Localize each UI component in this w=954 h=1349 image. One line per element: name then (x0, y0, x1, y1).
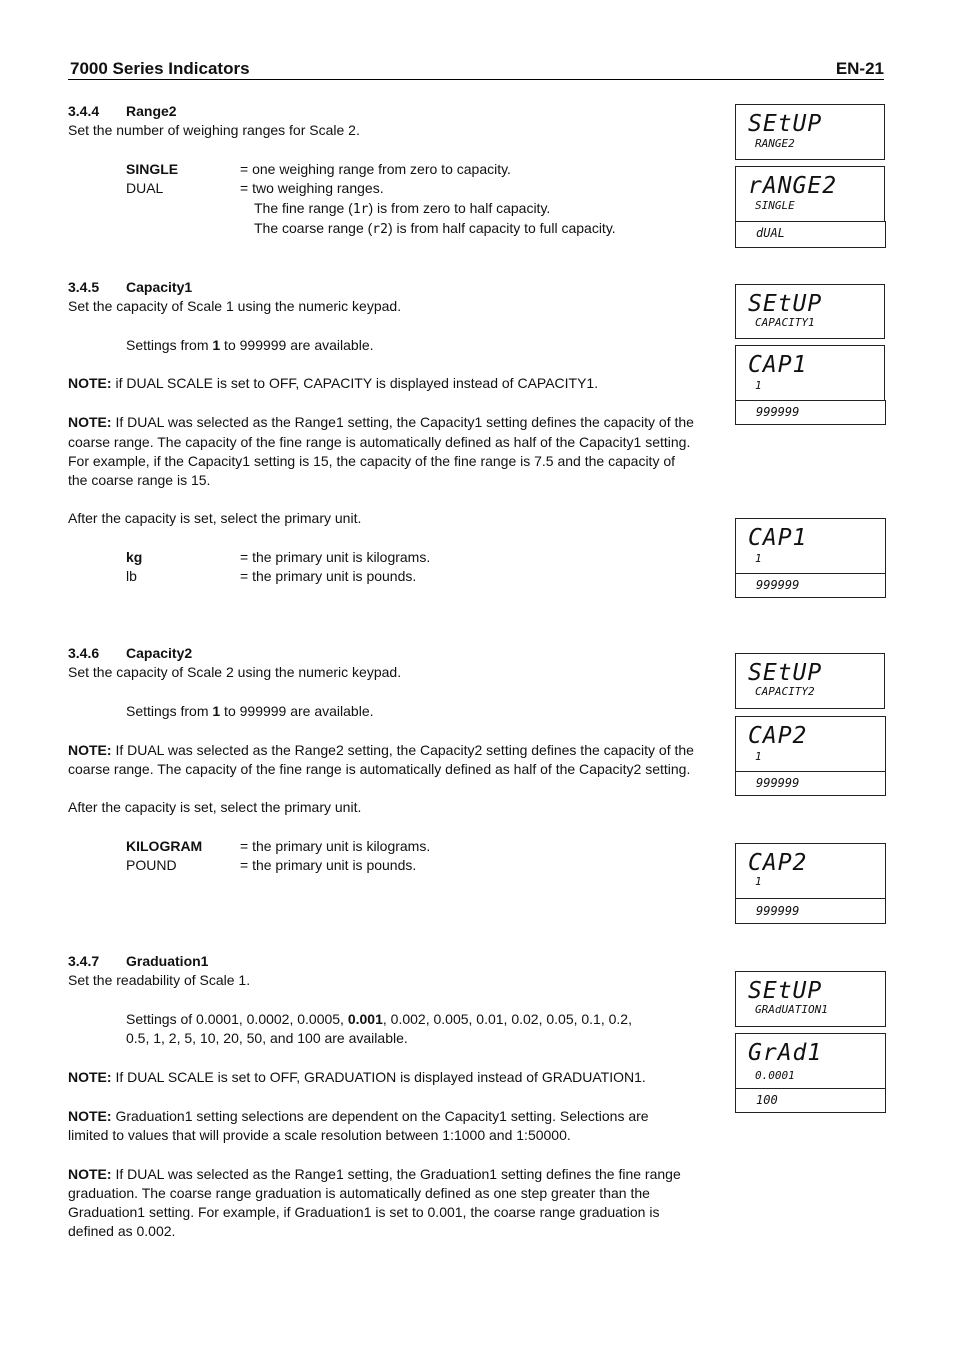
section-heading-graduation1 (68, 953, 208, 970)
page-number: EN-21 (835, 59, 884, 78)
note-line: the coarse range is 15. (68, 472, 211, 488)
lcd-display-cap2 (735, 716, 886, 772)
lcd-main-text: CAP2 (748, 723, 808, 749)
lcd-sub-text: RANGE2 (755, 137, 795, 150)
section-title: Capacity1 (126, 279, 193, 295)
lcd-main-text: SEtUP (748, 660, 823, 686)
lcd-option-999999 (735, 771, 886, 796)
page-header-title: 7000 Series Indicators (70, 59, 250, 78)
note-line: limited to values that will provide a scale resolution between 1:1000 and 1:50000. (68, 1127, 571, 1143)
unit-value: = the primary unit is pounds. (240, 568, 417, 584)
lcd-display-cap1 (735, 345, 885, 401)
unit-value: = the primary unit is pounds. (240, 857, 417, 873)
fine-range-text: The fine range (1r) is from zero to half capacity. (254, 200, 551, 217)
section-title: Graduation1 (126, 953, 209, 969)
lcd-sub-text: SINGLE (755, 199, 795, 212)
note-line: coarse range. The capacity of the fine range is automatically defined as half of the Capacity1 setting. (68, 434, 691, 450)
settings-list-text: Settings of 0.0001, 0.0002, 0.0005, 0.001, 0.002, 0.005, 0.01, 0.02, 0.05, 0.1, 0.2, (126, 1011, 632, 1027)
lcd-option-text: dUAL (756, 226, 785, 240)
lcd-main-text: GrAd1 (748, 1040, 823, 1066)
note-line: For example, if the Capacity1 setting is 15, the capacity of the fine range is 7.5 and the capacity of (68, 453, 676, 469)
lcd-main-text: CAP1 (748, 525, 808, 551)
note-line: defined as 0.002. (68, 1223, 176, 1239)
section-heading-capacity2 (68, 645, 192, 662)
lcd-main-text: CAP1 (748, 352, 808, 378)
section-title: Capacity2 (126, 645, 193, 661)
lcd-sub-text: 1 (755, 750, 762, 763)
section-title: Range2 (126, 103, 177, 119)
unit-value: = the primary unit is kilograms. (240, 549, 431, 565)
section-heading-capacity1 (68, 279, 192, 296)
lcd-display-range2 (735, 166, 885, 222)
lcd-main-text: CAP2 (748, 850, 808, 876)
coarse-range-text: The coarse range (r2) is from half capacity to full capacity. (254, 220, 616, 237)
option-key: SINGLE (126, 161, 179, 177)
lcd-option-dual (735, 221, 886, 248)
paragraph: After the capacity is set, select the primary unit. (68, 510, 362, 526)
lcd-option-text: 999999 (756, 904, 800, 918)
note-line: coarse range. The capacity of the fine range is automatically defined as half of the Capacity2 setting. (68, 761, 691, 777)
note: NOTE: Graduation1 setting selections are dependent on the Capacity1 setting. Selections are (68, 1108, 649, 1124)
lcd-option-999999 (735, 898, 886, 924)
lcd-option-999999 (735, 400, 886, 425)
settings-range-text: Settings from 1 to 999999 are available. (126, 703, 374, 719)
section-number: 3.4.7 (68, 953, 100, 969)
unit-key: lb (126, 568, 137, 584)
lcd-main-text: SEtUP (748, 291, 823, 317)
section-number: 3.4.5 (68, 279, 100, 295)
settings-range-text: Settings from 1 to 999999 are available. (126, 337, 374, 353)
section-description: Set the readability of Scale 1. (68, 972, 251, 988)
lcd-option-999999 (735, 573, 886, 598)
note: NOTE: If DUAL was selected as the Range1 setting, the Capacity1 setting defines the capacity of the (68, 414, 694, 430)
note: NOTE: if DUAL SCALE is set to OFF, CAPACITY is displayed instead of CAPACITY1. (68, 375, 599, 391)
note-line: Graduation1 setting. For example, if Graduation1 is set to 0.001, the coarse range graduation is (68, 1204, 660, 1220)
section-description: Set the capacity of Scale 2 using the numeric keypad. (68, 664, 402, 680)
section-number: 3.4.6 (68, 645, 100, 661)
option-value: = two weighing ranges. (240, 180, 384, 196)
unit-key: kg (126, 549, 143, 565)
settings-list-text: 0.5, 1, 2, 5, 10, 20, 50, and 100 are available. (126, 1030, 408, 1046)
lcd-display-setup-capacity1 (735, 284, 885, 339)
lcd-option-text: 100 (756, 1093, 778, 1107)
lcd-option-text: 999999 (756, 405, 800, 419)
lcd-display-setup-capacity2 (735, 653, 885, 709)
unit-value: = the primary unit is kilograms. (240, 838, 431, 854)
lcd-main-text: SEtUP (748, 111, 823, 137)
lcd-display-grad1 (735, 1033, 886, 1089)
header-divider (68, 79, 884, 80)
unit-key: POUND (126, 857, 177, 873)
lcd-sub-text: GRAdUATION1 (755, 1003, 828, 1016)
lcd-option-text: 999999 (756, 776, 800, 790)
lcd-display-setup-range2 (735, 104, 885, 160)
lcd-main-text: rANGE2 (748, 173, 838, 199)
lcd-main-text: SEtUP (748, 978, 823, 1004)
lcd-sub-text: 1 (755, 875, 762, 888)
unit-key: KILOGRAM (126, 838, 203, 854)
section-heading-range2 (68, 103, 177, 120)
lcd-option-100 (735, 1088, 886, 1113)
lcd-sub-text: CAPACITY2 (755, 685, 815, 698)
note: NOTE: If DUAL was selected as the Range2 setting, the Capacity2 setting defines the capacity of the (68, 742, 694, 758)
note: NOTE: If DUAL was selected as the Range1 setting, the Graduation1 setting defines the fine range (68, 1166, 681, 1182)
lcd-sub-text: 0.0001 (755, 1069, 795, 1082)
paragraph: After the capacity is set, select the primary unit. (68, 799, 362, 815)
lcd-sub-text: 1 (755, 552, 762, 565)
section-description: Set the number of weighing ranges for Scale 2. (68, 122, 360, 138)
option-value: = one weighing range from zero to capacity. (240, 161, 511, 177)
section-number: 3.4.4 (68, 103, 100, 119)
note-line: graduation. The coarse range graduation is automatically defined as one step greater than the (68, 1185, 650, 1201)
lcd-display-cap1-unit (735, 518, 886, 574)
lcd-sub-text: 1 (755, 379, 762, 392)
lcd-option-text: 999999 (756, 578, 800, 592)
lcd-sub-text: CAPACITY1 (755, 316, 815, 329)
lcd-display-cap2-unit (735, 843, 886, 899)
section-description: Set the capacity of Scale 1 using the numeric keypad. (68, 298, 402, 314)
lcd-display-setup-graduation1 (735, 971, 886, 1027)
option-key: DUAL (126, 180, 164, 196)
note: NOTE: If DUAL SCALE is set to OFF, GRADUATION is displayed instead of GRADUATION1. (68, 1069, 646, 1085)
